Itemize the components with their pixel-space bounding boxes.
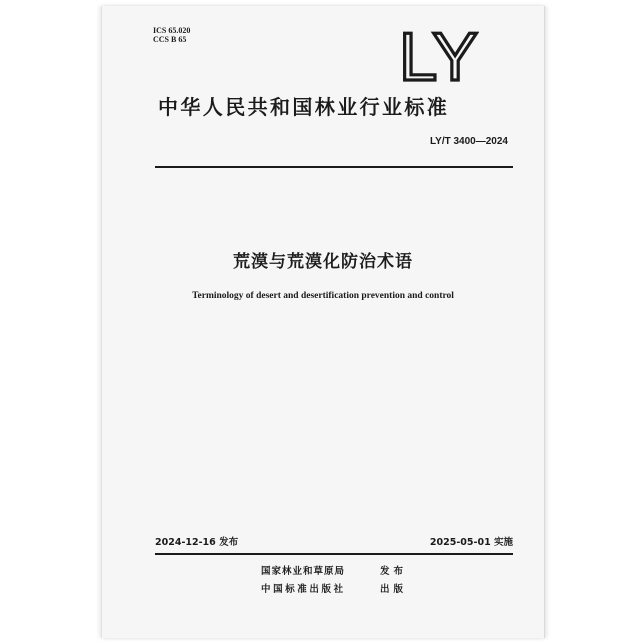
issuing-authority: 国家林业和草原局 — [261, 566, 346, 577]
bottom-divider — [155, 553, 513, 555]
standard-cover-page — [101, 6, 545, 638]
publishing-action: 出版 — [380, 584, 408, 595]
standard-number: LY/T 3400—2024 — [429, 136, 508, 147]
ics-code: ICS 65.020 — [153, 26, 191, 35]
standard-title-chinese: 荒漠与荒漠化防治术语 — [233, 252, 413, 272]
industry-standard-heading: 中华人民共和国林业行业标准 — [158, 95, 450, 119]
standard-title-english: Terminology of desert and desertification prevention and control — [192, 291, 454, 301]
top-divider — [155, 166, 513, 168]
issuing-action: 发布 — [380, 566, 408, 577]
ly-logo-text: LY — [399, 24, 478, 86]
implementation-date: 2025-05-01 实施 — [429, 537, 513, 548]
ly-logo — [399, 24, 479, 86]
publisher: 中国标准出版社 — [261, 584, 346, 595]
issue-date: 2024-12-16 发布 — [155, 537, 239, 548]
ccs-code: CCS B 65 — [153, 35, 187, 44]
